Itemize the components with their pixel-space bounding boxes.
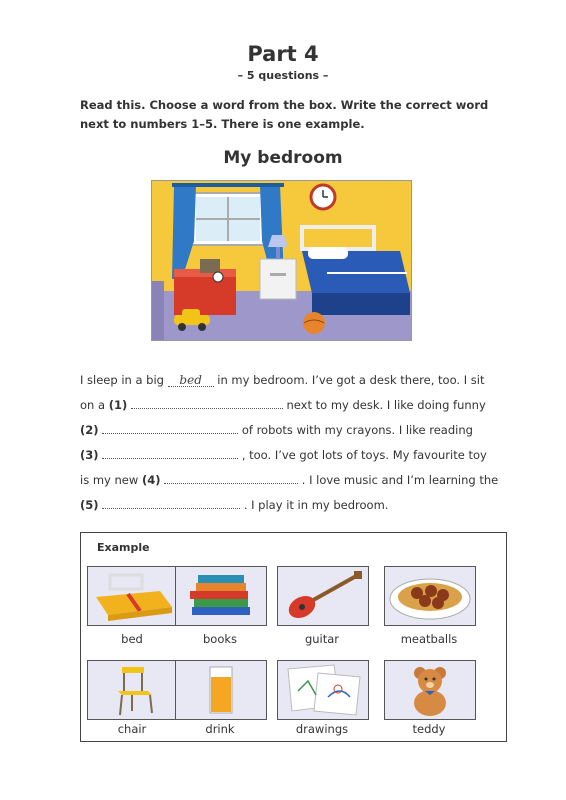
- story-text-fragment: next to my desk. I like doing funny: [286, 398, 486, 412]
- word-option: teddy: [412, 722, 446, 736]
- story-text-fragment: of robots with my crayons. I like reading: [241, 423, 473, 437]
- story-text-fragment: is my new: [80, 473, 139, 487]
- question-number: (3): [80, 448, 99, 462]
- books-icon: [175, 566, 267, 626]
- answer-blank-5[interactable]: [102, 494, 240, 509]
- word-option: books: [202, 632, 238, 646]
- story-text: [80, 368, 500, 518]
- word-option: chair: [117, 722, 147, 736]
- story-text-fragment: , too. I’ve got lots of toys. My favourite toy: [241, 448, 487, 462]
- story-text-fragment: . I play it in my bedroom.: [243, 498, 389, 512]
- drink-icon: [175, 660, 267, 720]
- story-title: My bedroom: [223, 148, 343, 168]
- page-subtitle: – 5 questions –: [237, 69, 329, 82]
- story-text-fragment: I sleep in a big: [80, 373, 164, 387]
- answer-blank-1[interactable]: [131, 394, 283, 409]
- answer-blank-3[interactable]: [102, 444, 238, 459]
- word-box-label: Example: [97, 541, 150, 554]
- guitar-icon: [277, 566, 369, 626]
- answer-blank-4[interactable]: [164, 469, 298, 484]
- word-option: drink: [205, 722, 235, 736]
- page-title: Part 4: [247, 42, 319, 66]
- story-line-4: [80, 443, 500, 468]
- word-option: bed: [121, 632, 143, 646]
- instructions: Read this. Choose a word from the box. Write the correct word next to numbers 1–5. There is one example.: [80, 98, 489, 131]
- question-number: (4): [141, 473, 161, 487]
- example-answer: bed: [168, 374, 214, 387]
- word-option: meatballs: [400, 632, 458, 646]
- bed-icon: [87, 566, 179, 626]
- answer-blank-2[interactable]: [102, 419, 238, 434]
- story-line-1: [80, 368, 500, 393]
- story-text-fragment: in my bedroom. I’ve got a desk there, too. I sit: [217, 373, 485, 387]
- story-line-5: [80, 468, 500, 493]
- story-line-2: [80, 393, 500, 418]
- question-number: (2): [80, 423, 99, 437]
- word-option: guitar: [304, 632, 340, 646]
- question-number: (1): [108, 398, 128, 412]
- meatballs-icon: [384, 566, 476, 626]
- story-line-6: [80, 493, 500, 518]
- word-option: drawings: [295, 722, 349, 736]
- question-number: (5): [80, 498, 99, 512]
- drawings-icon: [277, 660, 369, 720]
- story-text-fragment: on a: [80, 398, 106, 412]
- bedroom-illustration: [151, 180, 412, 341]
- story-line-3: [80, 418, 500, 443]
- teddy-icon: [384, 660, 476, 720]
- chair-icon: [87, 660, 179, 720]
- story-text-fragment: . I love music and I’m learning the: [301, 473, 499, 487]
